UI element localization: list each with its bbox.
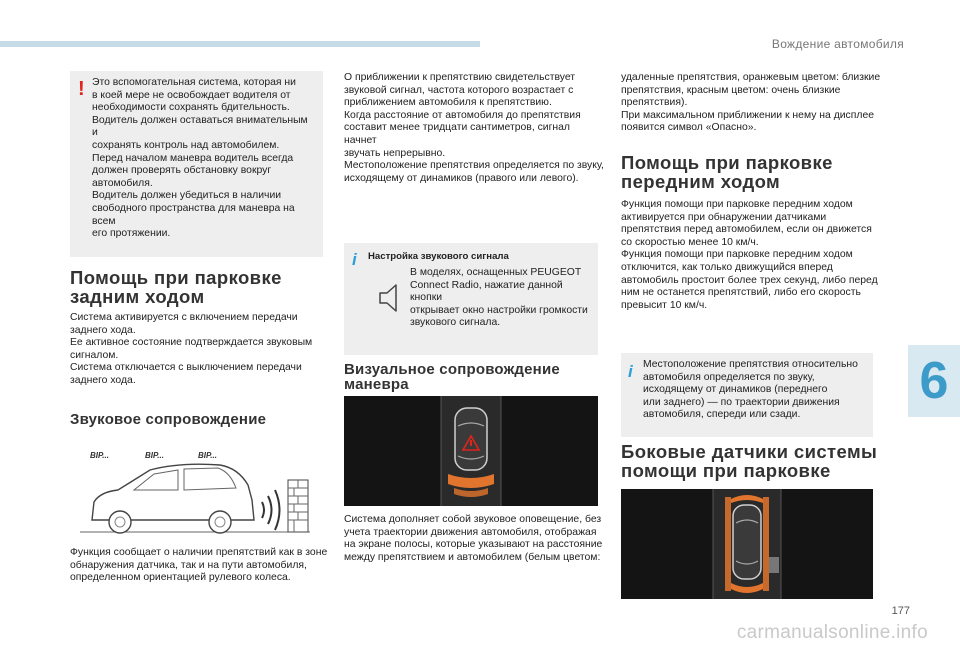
front-line: препятствия перед автомобилем, если он движется — [621, 224, 872, 236]
front-assist-title-2: передним ходом — [621, 171, 781, 192]
warning-line: Это вспомогательная система, которая ни — [92, 77, 296, 88]
location-info-box — [621, 353, 873, 437]
rear-assist-line: Система отключается с выключением передачи — [70, 362, 302, 374]
info-title: Настройка звукового сигнала — [368, 251, 509, 262]
parking-display-icon — [621, 489, 873, 599]
cont-line: При максимальном приближении к нему на дисплее — [621, 109, 874, 121]
rear-assist-line: сигналом. — [70, 349, 119, 361]
info-icon: i — [352, 250, 357, 269]
warning-line: свободного пространства для маневра на всем — [92, 202, 295, 227]
warning-line: должен проверять обстановку вокруг — [92, 165, 272, 177]
warning-icon: ! — [78, 78, 85, 100]
side-sensors-title-1: Боковые датчики системы — [621, 441, 878, 462]
sound-settings-info-box — [344, 243, 598, 355]
warning-line: Перед началом маневра водитель всегда — [92, 152, 294, 164]
visual-title-2: маневра — [344, 376, 409, 393]
intro-line: звучать непрерывно. — [344, 147, 446, 159]
info-text — [410, 267, 596, 330]
cont-line: препятствия). — [621, 97, 688, 109]
info-line: Connect Radio, нажатие данной кнопки — [410, 279, 563, 304]
rear-assist-line: Ее активное состояние подтверждается звуковым — [70, 337, 313, 349]
cont-line: препятствия, красным цветом: очень близкие — [621, 84, 841, 96]
info-line: В моделях, оснащенных PEUGEOT — [410, 267, 582, 278]
front-line: активируется при обнаружении датчиками — [621, 211, 827, 223]
front-assist-title — [621, 153, 833, 191]
sound-intro — [344, 72, 604, 185]
visual-title-1: Визуальное сопровождение — [344, 361, 560, 378]
car-diagram-icon — [70, 440, 320, 545]
chapter-tab: 6 — [908, 345, 960, 417]
visual-line: учета траектории движения автомобиля, отображая — [344, 526, 597, 538]
info-icon: i — [628, 362, 633, 381]
parking-display-side — [621, 489, 873, 599]
rear-assist-section — [70, 268, 330, 388]
section-title: Вождение автомобиля — [771, 37, 904, 51]
info-text — [643, 359, 871, 422]
side-sensors-title-2: помощи при парковке — [621, 460, 831, 481]
intro-line: О приближении к препятствию свидетельствует — [344, 72, 576, 83]
warning-line: автомобиля. — [92, 177, 153, 189]
cont-line: удаленные препятствия, оранжевым цветом: близкие — [621, 72, 881, 83]
side-sensors-title — [621, 442, 877, 480]
front-assist-title-1: Помощь при парковке — [621, 152, 833, 173]
front-line: со скоростью менее 10 км/ч. — [621, 236, 759, 248]
visual-line: на экране полосы, которые указывают на расстояние — [344, 539, 603, 551]
front-line: Функция помощи при парковке передним ходом — [621, 249, 853, 261]
warning-line: Водитель должен оставаться внимательным и — [92, 114, 308, 139]
caption-line: определенном ориентацией рулевого колеса. — [70, 572, 291, 584]
intro-line: исходящему от динамиков (правого или левого). — [344, 172, 579, 184]
info-line: открывает окно настройки громкости — [410, 304, 588, 316]
caption-line: обнаружения датчика, так и на пути автомобиля, — [70, 559, 307, 571]
visual-text-continued — [621, 72, 881, 135]
watermark: carmanualsonline.info — [736, 622, 928, 643]
warning-line: сохранять контроль над автомобилем. — [92, 139, 280, 151]
info-line: исходящему от динамиков (переднего — [643, 384, 828, 396]
cont-line: появится символ «Опасно». — [621, 122, 757, 134]
rear-assist-line: Система активируется с включением передачи — [70, 312, 298, 323]
warning-line: в коей мере не освобождает водителя от — [92, 89, 291, 101]
info-line: автомобиля, спереди или сзади. — [643, 409, 801, 421]
rear-assist-title-1: Помощь при парковке — [70, 267, 282, 288]
parking-display-icon — [344, 396, 598, 506]
bip-label: BIP... — [198, 451, 217, 460]
visual-line: между препятствием и автомобилем (белым цветом: — [344, 551, 601, 563]
rear-assist-line: заднего хода. — [70, 324, 136, 336]
intro-line: Местоположение препятствия определяется по звуку, — [344, 160, 604, 172]
bip-label: BIP... — [90, 451, 109, 460]
intro-line: составит менее тридцати сантиметров, сигнал начнет — [344, 122, 570, 146]
intro-line: приближением автомобиля к препятствию. — [344, 97, 552, 109]
front-line: Функция помощи при парковке передним ходом — [621, 199, 853, 210]
rear-assist-title-2: задним ходом — [70, 286, 205, 307]
visual-title — [344, 362, 560, 392]
front-line: ним не останется препятствий, либо его скорость — [621, 287, 861, 299]
info-line: Местоположение препятствия относительно — [643, 359, 858, 370]
caption-line: Функция сообщает о наличии препятствий как в зоне — [70, 547, 328, 558]
warning-line: необходимости сохранять бдительность. — [92, 102, 290, 114]
speaker-button-icon — [376, 281, 406, 315]
bip-label: BIP... — [145, 451, 164, 460]
warning-box — [70, 71, 323, 257]
sound-title: Звуковое сопровождение — [70, 411, 267, 428]
header-bar — [0, 41, 480, 47]
sound-caption — [70, 547, 332, 585]
front-line: превысит 10 км/ч. — [621, 299, 708, 311]
visual-text — [344, 514, 606, 564]
warning-line: Водитель должен убедиться в наличии — [92, 190, 282, 202]
visual-line: Система дополняет собой звуковое оповещение, без — [344, 514, 602, 525]
warning-line: его протяжении. — [92, 228, 171, 240]
front-assist-text — [621, 199, 883, 312]
parking-display-rear — [344, 396, 598, 506]
front-line: автомобиль простоит более трех секунд, либо перед — [621, 274, 878, 286]
info-line: или заднего) — по траектории движения — [643, 396, 840, 408]
front-line: отключится, как только движущийся вперед — [621, 261, 833, 273]
info-line: автомобиля определяется по звуку, — [643, 371, 815, 383]
intro-line: звуковой сигнал, частота которого возрастает с — [344, 84, 574, 96]
rear-assist-line: заднего хода. — [70, 374, 136, 386]
page-number: 177 — [891, 605, 910, 617]
intro-line: Когда расстояние от автомобиля до препятствия — [344, 109, 581, 121]
info-line: звукового сигнала. — [410, 317, 501, 329]
